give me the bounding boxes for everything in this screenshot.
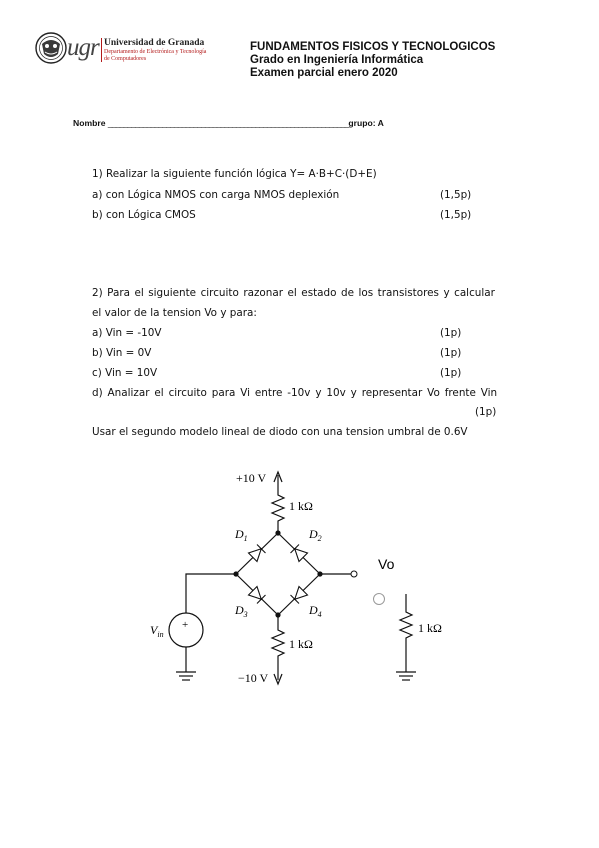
r-load-label: 1 kΩ	[418, 621, 442, 635]
logo-mark: ugr	[67, 34, 99, 61]
q1-part-a-points: (1,5p)	[440, 189, 472, 201]
q2-prompt-line-1: 2) Para el siguiente circuito razonar el estado de los transistores y calcular	[92, 287, 495, 299]
ground-icon-load	[396, 672, 416, 680]
department-line-1: Departamento de Electrónica y Tecnología	[104, 49, 207, 55]
source-plus-sign: +	[182, 619, 189, 631]
q1-part-b: b) con Lógica CMOS	[92, 209, 196, 221]
q2-prompt-line-2: el valor de la tension Vo y para:	[92, 307, 257, 319]
vminus-label: −10 V	[238, 671, 269, 685]
d1-label: $D_1$	[235, 527, 248, 543]
node-top	[275, 530, 280, 535]
q2-part-a-points: (1p)	[440, 327, 462, 339]
r-top-resistor	[272, 490, 284, 533]
q1-prompt: 1) Realizar la siguiente función lógica Y= A·B+C·(D+E)	[92, 168, 377, 180]
ground-icon-source	[176, 672, 196, 680]
r-bottom-resistor	[272, 615, 284, 668]
exam-title: Examen parcial enero 2020	[250, 67, 398, 79]
node-left	[233, 571, 238, 576]
q2-part-b-points: (1p)	[440, 347, 462, 359]
q2-part-c: c) Vin = 10V	[92, 367, 158, 379]
degree-title: Grado en Ingeniería Informática	[250, 54, 424, 66]
q2-part-b: b) Vin = 0V	[92, 347, 152, 359]
wire-left	[186, 574, 236, 613]
q1-part-a: a) con Lógica NMOS con carga NMOS deplexión	[92, 189, 340, 201]
node-right	[317, 571, 322, 576]
q2-part-d-points: (1p)	[475, 406, 497, 418]
name-label: Nombre	[73, 118, 106, 128]
department-line-2: de Computadores	[104, 56, 147, 62]
vo-terminal	[351, 571, 357, 577]
q2-part-a: a) Vin = -10V	[92, 327, 162, 339]
university-name: Universidad de Granada	[104, 38, 205, 48]
group-label: grupo: A	[348, 118, 384, 128]
name-field[interactable]: ______________________________________________________________	[107, 118, 349, 128]
q2-part-c-points: (1p)	[440, 367, 462, 379]
r-bottom-label: 1 kΩ	[289, 637, 313, 651]
vo-label: Vo	[378, 556, 395, 572]
node-bottom	[275, 612, 280, 617]
vin-label: $V_{in}$	[150, 623, 164, 639]
vplus-label: +10 V	[236, 471, 267, 485]
r-load-resistor	[400, 594, 412, 655]
q2-part-d: d) Analizar el circuito para Vi entre -10v y 10v y representar Vo frente Vin	[92, 387, 498, 399]
d3-label: $D_3$	[235, 603, 248, 619]
load-terminal	[374, 594, 385, 605]
q1-part-b-points: (1,5p)	[440, 209, 472, 221]
course-title: FUNDAMENTOS FISICOS Y TECNOLOGICOS	[250, 41, 496, 53]
d2-label: $D_2$	[309, 527, 322, 543]
q2-note: Usar el segundo modelo lineal de diodo con una tension umbral de 0.6V	[92, 426, 468, 438]
r-top-label: 1 kΩ	[289, 499, 313, 513]
d4-label: $D_4$	[309, 603, 322, 619]
